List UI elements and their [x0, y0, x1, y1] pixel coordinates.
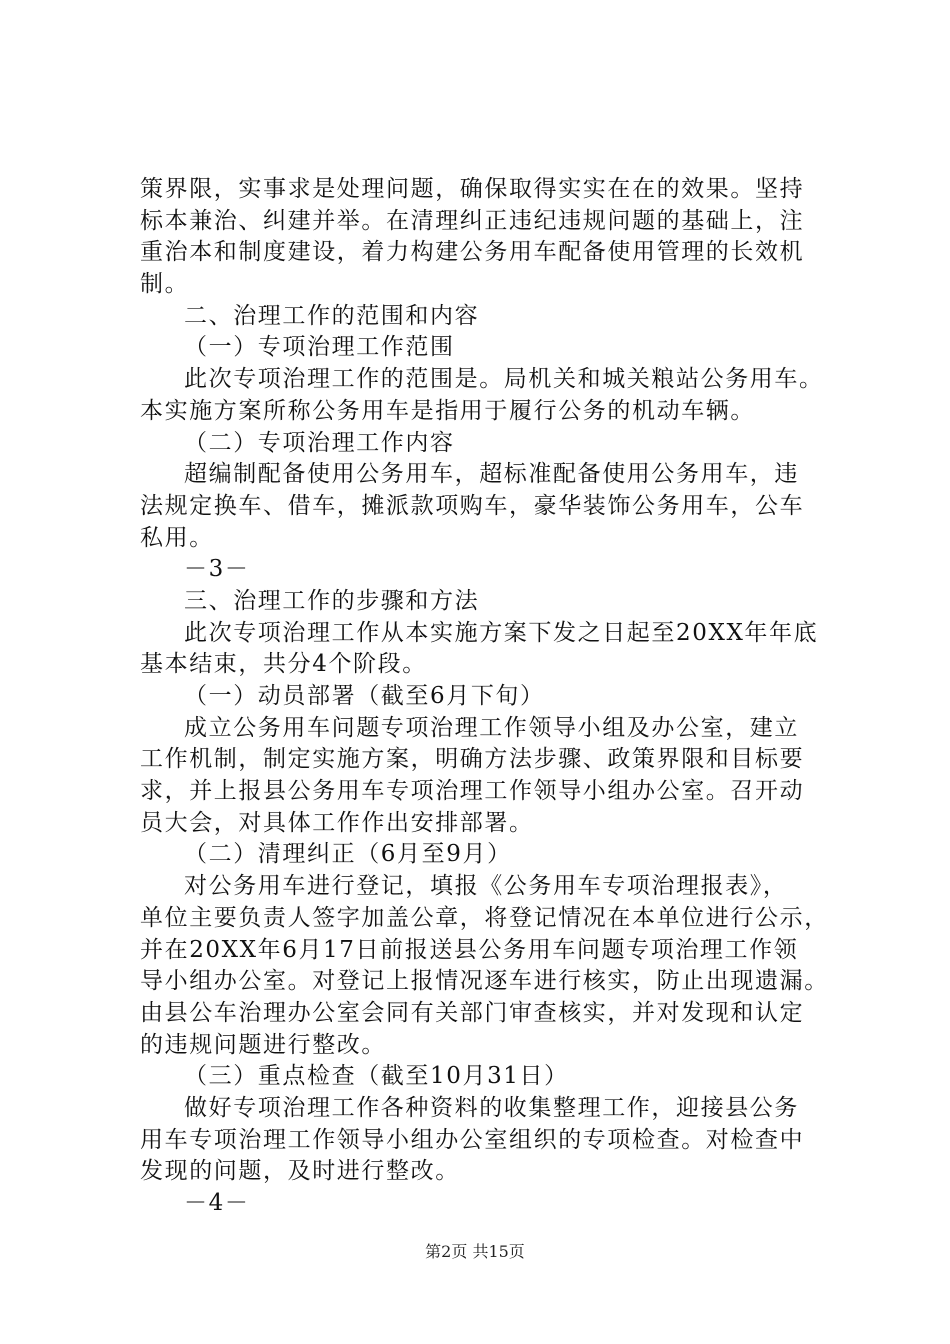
- paragraph-line: 单位主要负责人签字加盖公章，将登记情况在本单位进行公示，: [140, 904, 829, 931]
- paragraph-line-indented: 超编制配备使用公务用车，超标准配备使用公务用车，违: [184, 461, 799, 488]
- paragraph-line: 策界限，实事求是处理问题，确保取得实实在在的效果。坚持: [140, 176, 805, 202]
- paragraph-line-indented: 三、治理工作的步骤和方法: [184, 587, 480, 614]
- paragraph-line: 私用。: [140, 524, 214, 551]
- paragraph-line: 法规定换车、借车，摊派款项购车，豪华装饰公务用车，公车: [140, 492, 805, 519]
- paragraph-line: 基本结束，共分4个阶段。: [140, 651, 427, 678]
- paragraph-line: 用车专项治理工作领导小组办公室组织的专项检查。对检查中: [140, 1126, 805, 1153]
- paragraph-line: 求，并上报县公务用车专项治理工作领导小组办公室。召开动: [140, 778, 805, 805]
- paragraph-line: 员大会，对具体工作作出安排部署。: [140, 809, 534, 836]
- paragraph-line-indented: （二）专项治理工作内容: [184, 429, 455, 456]
- paragraph-line: 制。: [140, 271, 190, 298]
- paragraph-line-indented: 二、治理工作的范围和内容: [184, 302, 480, 329]
- paragraph-line: 由县公车治理办公室会同有关部门审查核实，并对发现和认定: [140, 999, 805, 1026]
- paragraph-line: 本实施方案所称公务用车是指用于履行公务的机动车辆。: [140, 397, 755, 424]
- paragraph-line-indented: 此次专项治理工作的范围是。局机关和城关粮站公务用车。: [184, 366, 824, 393]
- paragraph-line: 标本兼治、纠建并举。在清理纠正违纪违规问题的基础上，注: [140, 207, 805, 234]
- paragraph-line-indented: －3－: [184, 556, 250, 583]
- paragraph-line-indented: 成立公务用车问题专项治理工作领导小组及办公室，建立: [184, 714, 799, 741]
- paragraph-line-indented: （一）动员部署（截至6月下旬）: [184, 683, 545, 709]
- paragraph-line-indented: （三）重点检查（截至10月31日）: [184, 1063, 569, 1090]
- page-footer: [0, 1241, 950, 1263]
- page-number-label: 第2页 共15页: [425, 1242, 525, 1261]
- paragraph-line-indented: （一）专项治理工作范围: [184, 334, 455, 361]
- paragraph-line-indented: 此次专项治理工作从本实施方案下发之日起至20XX年年底: [184, 619, 819, 646]
- paragraph-line-indented: 对公务用车进行登记，填报《公务用车专项治理报表》，: [184, 873, 788, 900]
- paragraph-line-indented: （二）清理纠正（6月至9月）: [184, 841, 512, 868]
- paragraph-line: 工作机制，制定实施方案，明确方法步骤、政策界限和目标要: [140, 746, 805, 773]
- paragraph-line: 导小组办公室。对登记上报情况逐车进行核实，防止出现遗漏。: [140, 968, 829, 995]
- paragraph-line-indented: 做好专项治理工作各种资料的收集整理工作，迎接县公务: [184, 1094, 799, 1121]
- paragraph-line-indented: －4－: [184, 1190, 250, 1216]
- paragraph-line: 并在20XX年6月17日前报送县公务用车问题专项治理工作领: [140, 936, 799, 963]
- paragraph-line: 重治本和制度建设，着力构建公务用车配备使用管理的长效机: [140, 239, 805, 266]
- paragraph-line: 发现的问题，及时进行整改。: [140, 1158, 460, 1185]
- paragraph-line: 的违规问题进行整改。: [140, 1031, 386, 1058]
- document-body: [140, 174, 840, 1220]
